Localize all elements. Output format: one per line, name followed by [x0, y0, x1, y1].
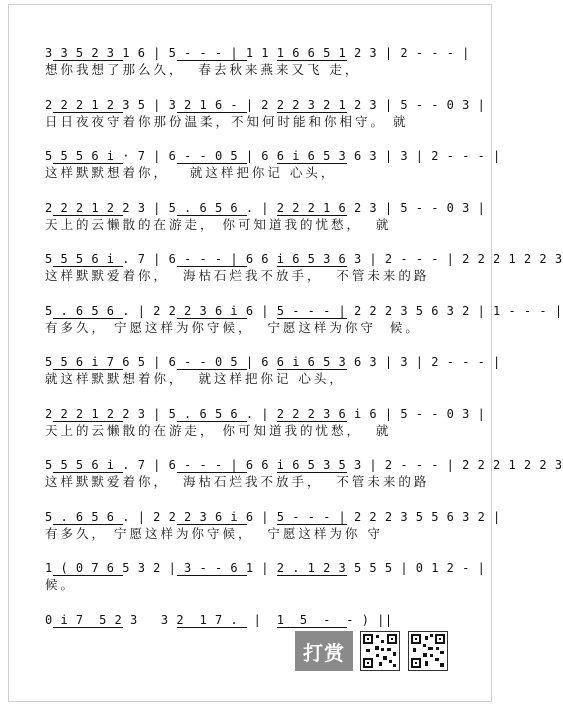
beam-underline: [53, 627, 123, 628]
lyric-line: 有多久， 宁愿这样为你守候， 宁愿这样为你守 候。: [45, 319, 421, 335]
beam-underline: [53, 369, 123, 370]
beam-underline: [53, 524, 123, 525]
beam-underline: [277, 575, 347, 576]
score-system: [45, 46, 470, 78]
notation-line: 5 . 6 5 6 . | 2 2 2 3 6 i 6 | 5 - - - | 2 2 2 3 5 6 3 2 | 1 - - - |: [45, 303, 563, 318]
notation-line: 1 ( 0 7 6 5 3 2 | 3 - - 6 1 | 2 . 1 2 3 5 5 5 | 0 1 2 - |: [45, 561, 486, 575]
beam-underline: [177, 60, 247, 61]
beam-underline: [177, 163, 247, 164]
beam-underline: [177, 112, 247, 113]
score-system: [45, 252, 563, 284]
beam-underline: [177, 524, 247, 525]
lyric-line: 这样默默想着你， 就这样把你记 心头，: [45, 165, 337, 180]
score-system: [45, 355, 501, 387]
notation-line: 3 3 5 2 3 1 6 | 5 - - - | 1 1 1 6 6 5 1 2 3 | 2 - - - |: [45, 46, 470, 60]
notation-line: 5 5 5 6 i . 7 | 6 - - - | 6 6 i 6 5 3 5 3 | 2 - - - | 2 2 2 1 2 2 3: [45, 458, 563, 472]
beam-underline: [277, 421, 347, 422]
beam-underline: [277, 60, 347, 61]
score-system: [45, 561, 486, 593]
beam-underline: [53, 215, 123, 216]
notation-line: 5 5 5 6 i · 7 | 6 - - 0 5 | 6 6 i 6 5 3 6 3 | 3 | 2 - - - |: [45, 149, 501, 163]
beam-underline: [53, 421, 123, 422]
score-system: [45, 303, 563, 336]
beam-underline: [277, 318, 347, 319]
lyric-line: 就这样默默想着你， 就这样把你记 心头，: [45, 371, 345, 386]
lyric-line: 这样默默爱着你， 海枯石烂我不放手， 不管未来的路: [45, 474, 430, 489]
score-system: [45, 406, 486, 439]
beam-underline: [277, 163, 347, 164]
beam-underline: [53, 163, 123, 164]
notation-line: 2 2 2 1 2 2 3 | 5 . 6 5 6 . | 2 2 2 1 6 2 3 | 5 - - 0 3 |: [45, 200, 486, 215]
beam-underline: [277, 472, 347, 473]
beam-underline: [277, 215, 347, 216]
beam-underline: [53, 472, 123, 473]
beam-underline: [177, 421, 247, 422]
beam-underline: [177, 215, 247, 216]
qr-code-icon: [360, 631, 400, 671]
beam-underline: [177, 266, 247, 267]
score-system: [45, 149, 501, 181]
lyric-line: 天上的云懒散的在游走， 你可知道我的忧愁， 就: [45, 422, 392, 438]
beam-underline: [53, 112, 123, 113]
score-system: [45, 458, 563, 490]
notation-line: 2 2 2 1 2 3 5 | 3 2 1 6 - | 2 2 2 3 2 1 2 3 | 5 - - 0 3 |: [45, 97, 486, 112]
reward-button[interactable]: 打赏: [295, 631, 353, 671]
notation-line: 2 2 2 1 2 2 3 | 5 . 6 5 6 . | 2 2 2 3 6 i 6 | 5 - - 0 3 |: [45, 406, 486, 421]
notation-line: 0 i 7 5 2 3 3 2 1 7 . | 1 5 - - ) ||: [45, 612, 393, 627]
beam-underline: [277, 112, 347, 113]
lyric-line: 想你我想了那么久， 春去秋来燕来又飞 走，: [45, 62, 361, 77]
notation-line: 5 5 6 i 7 6 5 | 6 - - 0 5 | 6 6 i 6 5 3 6 3 | 3 | 2 - - - |: [45, 355, 501, 369]
beam-underline: [177, 318, 247, 319]
beam-underline: [277, 266, 347, 267]
score-system: [45, 200, 486, 233]
lyric-line: 候。: [45, 577, 77, 592]
beam-underline: [277, 524, 347, 525]
lyric-line: 天上的云懒散的在游走， 你可知道我的忧愁， 就: [45, 216, 392, 232]
beam-underline: [277, 627, 347, 628]
lyric-line: 日日夜夜守着你那份温柔，不知何时能和你相守。 就: [45, 113, 409, 129]
beam-underline: [277, 369, 347, 370]
beam-underline: [177, 369, 247, 370]
beam-underline: [177, 472, 247, 473]
beam-underline: [53, 575, 123, 576]
score-system: [45, 509, 501, 542]
beam-underline: [53, 60, 123, 61]
beam-underline: [177, 627, 247, 628]
notation-line: 5 5 5 6 i . 7 | 6 - - - | 6 6 i 6 5 3 6 3 | 2 - - - | 2 2 2 1 2 2 3: [45, 252, 563, 266]
qr-code-icon: [408, 631, 448, 671]
lyric-line: 这样默默爱着你， 海枯石烂我不放手， 不管未来的路: [45, 268, 430, 283]
beam-underline: [177, 575, 247, 576]
beam-underline: [53, 318, 123, 319]
score-system: [45, 97, 486, 130]
notation-line: 5 . 6 5 6 . | 2 2 2 3 6 i 6 | 5 - - - | 2 2 2 3 5 5 6 3 2 |: [45, 509, 501, 524]
beam-underline: [53, 266, 123, 267]
lyric-line: 有多久， 宁愿这样为你守候， 宁愿这样为你 守: [45, 525, 383, 541]
